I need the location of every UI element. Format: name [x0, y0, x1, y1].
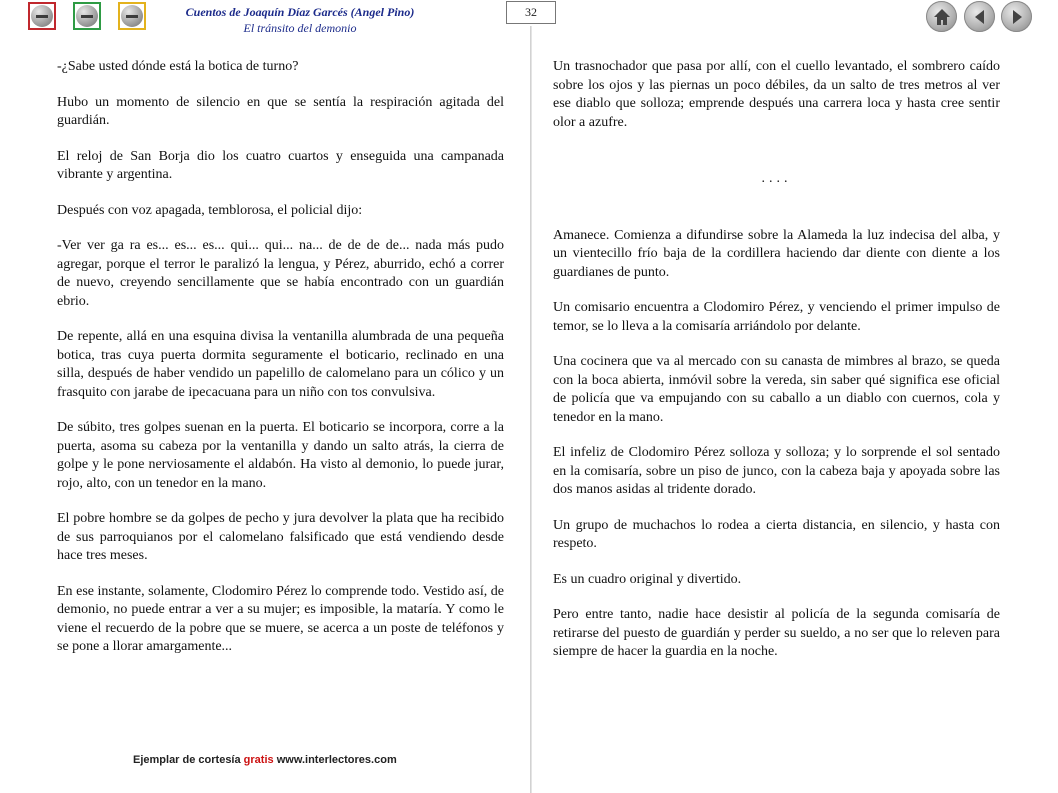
- next-page-button[interactable]: [1001, 1, 1032, 32]
- paragraph: Hubo un momento de silencio en que se sentía la respiración agitada del guardián.: [57, 94, 504, 128]
- minus-icon: [121, 5, 143, 27]
- paragraph: En ese instante, solamente, Clodomiro Pérez lo comprende todo. Vestido así, de demonio, no puede entrar a ver a su mujer; es imposible, la mataría. Y como le viene el recuerdo de la pobre que se muere, se acerca a un poste de teléfonos y se pone a llorar amargamente...: [57, 583, 504, 654]
- page-divider: [530, 26, 532, 793]
- paragraph: Pero entre tanto, nadie hace desistir al policía de la segunda comisaría de retirarse del puesto de guardián y perder su sueldo, a no ser que lo releven para siempre de hacer la guardia en la noche.: [553, 607, 1000, 659]
- footer-prefix: Ejemplar de cortesía: [133, 754, 241, 766]
- home-button[interactable]: [926, 1, 957, 32]
- paragraph: -Ver ver ga ra es... es... es... qui... qui... na... de de de de... nada más pudo agregar, porque el terror le paralizó la lengua, y Pérez, aburrido, echó a correr de nuevo, creyendo sencillamente que se había encontrado con un guardián ebrio.: [57, 238, 504, 309]
- window-button-red[interactable]: [28, 2, 56, 30]
- right-text-column: [553, 58, 1000, 679]
- window-button-yellow[interactable]: [118, 2, 146, 30]
- arrow-right-icon: [1008, 8, 1026, 26]
- section-separator: ....: [761, 171, 792, 186]
- home-icon: [932, 7, 952, 27]
- minus-icon: [31, 5, 53, 27]
- paragraph: Amanece. Comienza a difundirse sobre la Alameda la luz indecisa del alba, y un vientecillo frío baja de la cordillera haciendo dar diente con diente a los guardianes de punto.: [553, 227, 1000, 280]
- window-button-green[interactable]: [73, 2, 101, 30]
- story-title: El tránsito del demonio: [243, 21, 357, 35]
- paragraph: Un grupo de muchachos lo rodea a cierta distancia, en silencio, y hasta con respeto.: [553, 517, 1000, 551]
- book-title: Cuentos de Joaquín Díaz Garcés (Angel Pino): [185, 5, 415, 19]
- minus-icon: [76, 5, 98, 27]
- footer: [133, 754, 397, 766]
- paragraph: El reloj de San Borja dio los cuatro cuartos y enseguida una campanada vibrante y argentina.: [57, 148, 504, 182]
- page-number: 32: [506, 1, 556, 24]
- paragraph: El pobre hombre se da golpes de pecho y jura devolver la plata que ha recibido de sus parroquianos por el calomelano falsificado que está vendiendo desde hace tres meses.: [57, 511, 504, 563]
- footer-url[interactable]: www.interlectores.com: [276, 754, 397, 766]
- paragraph: De súbito, tres golpes suenan en la puerta. El boticario se incorpora, corre a la puerta, asoma su cabeza por la ventanilla y dando un salto atrás, la cierra de golpe y le pone nerviosamente el aldabón. Ha visto al demonio, lo puede jurar, rojo, alto, con un tenedor en la mano.: [57, 420, 504, 491]
- left-text-column: [57, 58, 504, 674]
- paragraph: De repente, allá en una esquina divisa la ventanilla alumbrada de una pequeña botica, tras cuya puerta dormita seguramente el boticario, reclinado en una silla, después de haber vendido un papelillo de calomelano para un cólico y un frasquito con jarabe de ipecacuana para un niño con tos convulsiva.: [57, 329, 504, 400]
- footer-gratis: gratis: [243, 754, 274, 766]
- paragraph: Un trasnochador que pasa por allí, con el cuello levantado, el sombrero caído sobre los ojos y las piernas un poco débiles, da un salto de tres metros al ver ese diablo que solloza; emprende después una carrera loca y hasta cree sentir olor a azufre.: [553, 59, 1000, 130]
- paragraph: Un comisario encuentra a Clodomiro Pérez, y venciendo el primer impulso de temor, se lo lleva a la comisaría arriándolo por delante.: [553, 300, 1000, 334]
- paragraph: El infeliz de Clodomiro Pérez solloza y solloza; y lo sorprende el sol sentado en la comisaría, sobre un piso de junco, con la cabeza baja y apoyada sobre las dos manos asidas al tridente dorado.: [553, 445, 1000, 497]
- arrow-left-icon: [971, 8, 989, 26]
- paragraph: -¿Sabe usted dónde está la botica de turno?: [57, 59, 299, 74]
- previous-page-button[interactable]: [964, 1, 995, 32]
- paragraph: Es un cuadro original y divertido.: [553, 571, 742, 587]
- paragraph: Una cocinera que va al mercado con su canasta de mimbres al brazo, se queda con la boca abierta, inmóvil sobre la vereda, sin saber qué significa ese oficial de policía que va empujando con su caballo a un diablo con cuernos, cola y tenedor en la mano.: [553, 354, 1000, 425]
- paragraph: Después con voz apagada, temblorosa, el policial dijo:: [57, 202, 363, 218]
